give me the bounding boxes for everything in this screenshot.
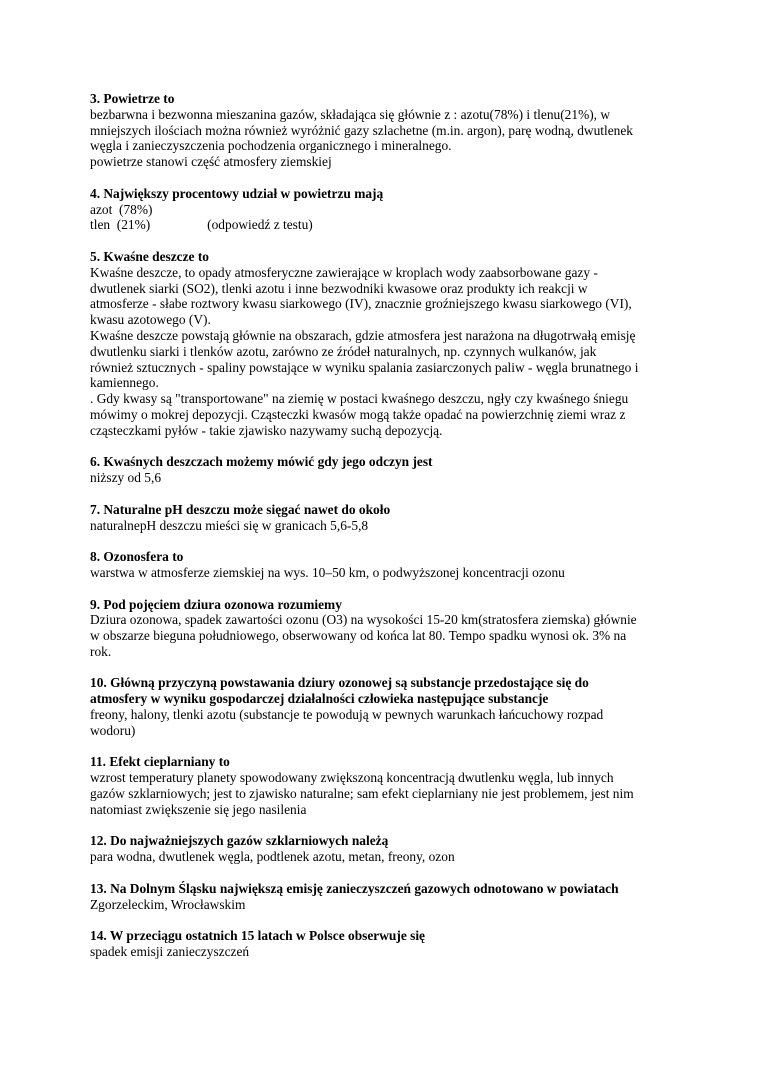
qa-section: [90, 833, 680, 865]
qa-section: [90, 454, 680, 486]
question-heading: 12. Do najważniejszych gazów szklarniowych należą: [90, 833, 389, 849]
answer-line: węgla i zanieczyszczenia pochodzenia organicznego i mineralnego.: [90, 138, 452, 154]
answer-line: naturalnepH deszczu mieści się w granicach 5,6-5,8: [90, 517, 369, 533]
answer-line: azot (78%): [90, 201, 153, 217]
question-heading: 9. Pod pojęciem dziura ozonowa rozumiemy: [90, 596, 342, 612]
answer-line: warstwa w atmosferze ziemskiej na wys. 10–50 km, o podwyższonej koncentracji ozonu: [90, 564, 565, 580]
answer-line: rok.: [90, 643, 112, 659]
question-heading: 6. Kwaśnych deszczach możemy mówić gdy jego odczyn jest: [90, 454, 433, 470]
question-heading: 10. Główną przyczyną powstawania dziury ozonowej są substancje przedostające się do atmosfery w wyniku gospodarczej działalności człowieka następujące substancje: [90, 675, 589, 707]
question-heading: 8. Ozonosfera to: [90, 549, 184, 565]
answer-line: Kwaśne deszcze powstają głównie na obszarach, gdzie atmosfera jest narażona na długotrwałą emisję: [90, 327, 636, 343]
answer-line: bezbarwna i bezwonna mieszanina gazów, składająca się głównie z : azotu(78%) i tlenu(21%), w: [90, 106, 611, 122]
qa-section: [90, 549, 680, 581]
answer-line: freony, halony, tlenki azotu (substancje te powodują w pewnych warunkach łańcuchowy rozpad: [90, 707, 604, 723]
answer-line: wodoru): [90, 722, 136, 738]
answer-line: spadek emisji zanieczyszczeń: [90, 944, 250, 960]
answer-line: Dziura ozonowa, spadek zawartości ozonu (O3) na wysokości 15-20 km(stratosfera ziemska) głównie: [90, 612, 637, 628]
qa-section: [90, 881, 680, 913]
qa-section: [90, 675, 680, 738]
answer-line: tlen (21%) (odpowiedź z testu): [90, 217, 313, 233]
answer-line: niższy od 5,6: [90, 470, 162, 486]
answer-line: wzrost temperatury planety spowodowany zwiększoną koncentracją dwutlenku węgla, lub innych: [90, 770, 614, 786]
answer-line: kwasu azotowego (V).: [90, 312, 211, 328]
question-heading: 7. Naturalne pH deszczu może sięgać nawet do około: [90, 501, 391, 517]
qa-section: [90, 928, 680, 960]
answer-line: para wodna, dwutlenek węgla, podtlenek azotu, metan, freony, ozon: [90, 849, 455, 865]
qa-section: [90, 754, 680, 817]
question-heading: 5. Kwaśne deszcze to: [90, 248, 209, 264]
answer-line: powietrze stanowi część atmosfery ziemskiej: [90, 154, 332, 170]
qa-section: [90, 502, 680, 534]
answer-line: Zgorzeleckim, Wrocławskim: [90, 896, 246, 912]
question-heading: 4. Największy procentowy udział w powietrzu mają: [90, 185, 384, 201]
answer-line: cząsteczkami pyłów - takie zjawisko nazywamy suchą depozycją.: [90, 422, 443, 438]
qa-section: [90, 249, 680, 439]
answer-line: dwutlenek siarki (SO2), tlenki azotu i inne bezwodniki kwasowe oraz produkty ich reakcji w: [90, 280, 588, 296]
answer-line: mówimy o mokrej depozycji. Cząsteczki kwasów mogą także opadać na powierzchnię ziemi wraz z: [90, 406, 626, 422]
question-heading: 14. W przeciągu ostatnich 15 latach w Polsce obserwuje się: [90, 928, 425, 944]
qa-section: [90, 597, 680, 660]
qa-section: [90, 91, 680, 170]
answer-line: w obszarze bieguna południowego, obserwowany od końca lat 80. Tempo spadku wynosi ok. 3% na: [90, 628, 627, 644]
qa-section: [90, 186, 680, 233]
document-page: [90, 91, 680, 976]
answer-line: natomiast zwiększenie się jego nasilenia: [90, 801, 307, 817]
answer-line: atmosferze - słabe roztwory kwasu siarkowego (IV), znacznie groźniejszego kwasu siarkowego (VI),: [90, 296, 632, 312]
answer-line: kamiennego.: [90, 375, 159, 391]
answer-line: Kwaśne deszcze, to opady atmosferyczne zawierające w kroplach wody zaabsorbowane gazy -: [90, 264, 598, 280]
answer-line: dwutlenku siarki i tlenków azotu, zarówno ze źródeł naturalnych, np. czynnych wulkanów, jak: [90, 343, 597, 359]
question-heading: 13. Na Dolnym Śląsku największą emisję zanieczyszczeń gazowych odnotowano w powiatach: [90, 880, 619, 896]
answer-line: . Gdy kwasy są "transportowane" na ziemię w postaci kwaśnego deszczu, ngły czy kwaśnego śniegu: [90, 391, 629, 407]
question-heading: 3. Powietrze to: [90, 91, 175, 106]
answer-line: gazów szklarniowych; jest to zjawisko naturalne; sam efekt cieplarniany nie jest problemem, jest nim: [90, 786, 634, 802]
answer-line: również sztucznych - spaliny powstające w wyniku spalania zasiarczonych paliw - węgla brunatnego i: [90, 359, 639, 375]
answer-line: mniejszych ilościach można również wyróżnić gazy szlachetne (m.in. argon), parę wodną, dwutlenek: [90, 122, 633, 138]
question-heading: 11. Efekt cieplarniany to: [90, 754, 230, 770]
